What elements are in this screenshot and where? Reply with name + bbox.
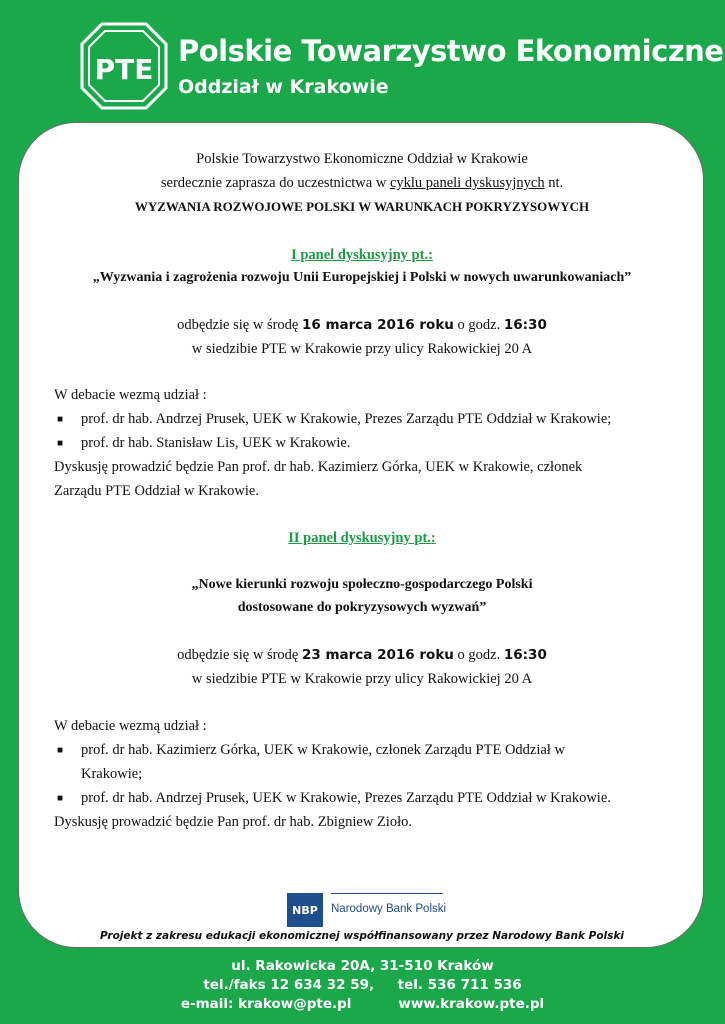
footer-phones: tel./faks 12 634 32 59, tel. 536 711 536: [203, 977, 522, 993]
org-name: Polskie Towarzystwo Ekonomiczne: [178, 34, 724, 68]
logo-text: PTE: [94, 53, 154, 86]
panel1-moderator-1: Dyskusję prowadzić będzie Pan prof. dr hab. Kazimierz Górka, UEK w Krakowie, członek: [54, 459, 583, 475]
footer-contact: e-mail: krakow@pte.pl www.krakow.pte.pl: [180, 996, 545, 1012]
footer-address: ul. Rakowicka 20A, 31-510 Kraków: [231, 958, 494, 974]
panel1-where: w siedzibie PTE w Krakowie przy ulicy Rakowickiej 20 A: [191, 341, 533, 357]
panel2-participant-1: prof. dr hab. Kazimierz Górka, UEK w Krakowie, członek Zarządu PTE Oddział w: [81, 742, 565, 758]
panel1-participants-label: W debacie wezmą udział :: [54, 387, 207, 403]
panel1-heading: I panel dyskusyjny pt.:: [291, 247, 433, 263]
intro-line-2: serdecznie zaprasza do uczestnictwa w cyklu paneli dyskusyjnych nt.: [160, 175, 564, 191]
series-title: WYZWANIA ROZWOJOWE POLSKI W WARUNKACH POKRYZYSOWYCH: [134, 199, 590, 214]
panel2-when: odbędzie się w środę 23 marca 2016 roku o godz. 16:30: [177, 647, 547, 663]
pte-logo: [80, 22, 168, 110]
invitation-card: [18, 122, 704, 948]
sponsor-note: Projekt z zakresu edukacji ekonomicznej współfinansowany przez Narodowy Bank Polski: [100, 930, 624, 942]
panel1-when: odbędzie się w środę 16 marca 2016 roku o godz. 16:30: [177, 317, 547, 333]
org-branch: Oddział w Krakowie: [178, 76, 389, 98]
bullet-icon: ■: [57, 438, 64, 449]
panel2-where: w siedzibie PTE w Krakowie przy ulicy Rakowickiej 20 A: [191, 671, 533, 687]
panel2-date: 23 marca 2016 roku: [301, 647, 454, 663]
bullet-icon: ■: [57, 793, 64, 804]
panel1-participant-1: prof. dr hab. Andrzej Prusek, UEK w Krakowie, Prezes Zarządu PTE Oddział w Krakowie;: [81, 411, 612, 427]
nbp-logo: [287, 893, 447, 929]
nbp-logo-name: Narodowy Bank Polski: [331, 903, 447, 915]
bullet-icon: ■: [57, 745, 64, 756]
nbp-rule: [331, 893, 443, 894]
bullet-icon: ■: [57, 414, 64, 425]
panel1-participant-2: prof. dr hab. Stanisław Lis, UEK w Krakowie.: [81, 435, 351, 451]
panel1-moderator-2: Zarządu PTE Oddział w Krakowie.: [54, 483, 259, 499]
panel2-title-2: dostosowane do pokryzysowych wyzwań”: [237, 600, 487, 615]
panel-series-link[interactable]: cyklu paneli dyskusyjnych: [389, 175, 545, 191]
panel2-moderator: Dyskusję prowadzić będzie Pan prof. dr hab. Zbigniew Zioło.: [54, 814, 412, 830]
nbp-logo-mark: NBP: [287, 893, 323, 927]
panel2-time: 16:30: [503, 647, 547, 663]
panel1-title: „Wyzwania i zagrożenia rozwoju Unii Europejskiej i Polski w nowych uwarunkowaniach”: [92, 270, 632, 285]
panel2-title-1: „Nowe kierunki rozwoju społeczno-gospodarczego Polski: [191, 577, 533, 592]
panel1-date: 16 marca 2016 roku: [301, 317, 454, 333]
panel2-participants-label: W debacie wezmą udział :: [54, 718, 207, 734]
intro-line-1: Polskie Towarzystwo Ekonomiczne Oddział w Krakowie: [196, 151, 528, 167]
panel2-heading: II panel dyskusyjny pt.:: [288, 530, 436, 546]
header: [0, 0, 725, 120]
panel1-time: 16:30: [503, 317, 547, 333]
panel2-participant-1-cont: Krakowie;: [81, 766, 143, 782]
panel2-participant-2: prof. dr hab. Andrzej Prusek, UEK w Krakowie, Prezes Zarządu PTE Oddział w Krakowie.: [81, 790, 611, 806]
